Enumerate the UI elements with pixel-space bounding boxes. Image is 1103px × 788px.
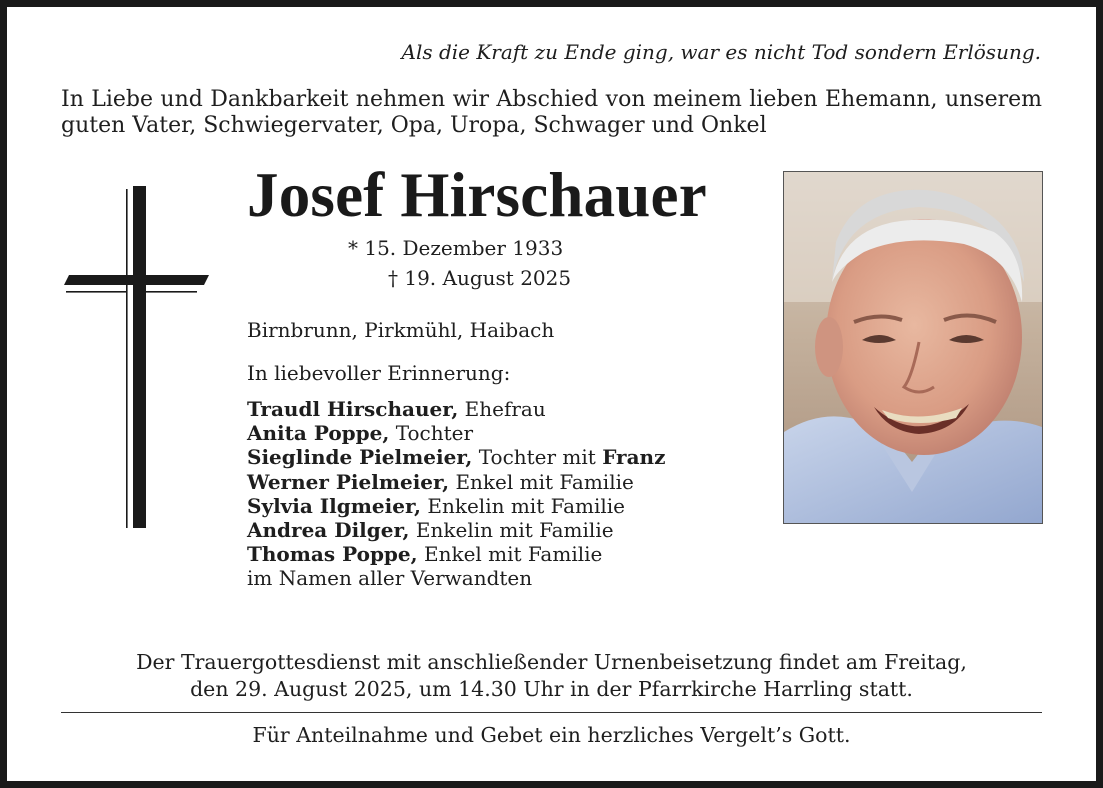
- mourners-list: [247, 397, 665, 591]
- mourner-row: [247, 470, 665, 494]
- mourner-relation: Ehefrau: [464, 397, 546, 421]
- motto-quote: Als die Kraft zu Ende ging, war es nicht Tod sondern Erlösung.: [401, 40, 1041, 64]
- mourner-row: [247, 518, 665, 542]
- mourner-relation: Tochter: [395, 421, 474, 446]
- mourner-relation: Enkelin mit Familie: [415, 518, 614, 543]
- mourner-name: Andrea Dilger,: [247, 518, 410, 543]
- mourner-name: Traudl Hirschauer,: [247, 397, 459, 421]
- mourner-relation: Enkelin mit Familie: [427, 493, 626, 518]
- home-places: Birnbrunn, Pirkmühl, Haibach: [247, 318, 555, 342]
- relatives-line: im Namen aller Verwandten: [247, 566, 533, 591]
- mourner-relation: Enkel mit Familie: [455, 469, 634, 494]
- mourner-row: [247, 421, 665, 445]
- service-line-1: Der Trauergottesdienst mit anschließender Urnenbeisetzung findet am Freitag,: [136, 650, 967, 674]
- funeral-service-info: [61, 649, 1042, 703]
- mourner-relation: Tochter mit: [478, 445, 596, 470]
- intro-text: In Liebe und Dankbarkeit nehmen wir Abschied von meinem lieben Ehemann, unserem guten Vater, Schwiegervater, Opa, Uropa, Schwager und Onkel: [61, 87, 1042, 138]
- divider: [61, 712, 1042, 713]
- memory-heading: In liebevoller Erinnerung:: [247, 361, 511, 385]
- portrait-photo: [783, 171, 1043, 524]
- death-date: † 19. August 2025: [388, 266, 572, 290]
- deceased-name: Josef Hirschauer: [247, 160, 707, 230]
- mourner-name: Werner Pielmeier,: [247, 469, 450, 494]
- birth-date: * 15. Dezember 1933: [348, 236, 564, 260]
- mourner-name: Sylvia Ilgmeier,: [247, 493, 421, 518]
- cross-icon: [59, 179, 214, 535]
- mourner-row: [247, 494, 665, 518]
- mourner-relation: Enkel mit Familie: [423, 542, 603, 567]
- mourner-row: [247, 542, 665, 566]
- mourner-row: [247, 445, 665, 469]
- service-line-2: den 29. August 2025, um 14.30 Uhr in der Pfarrkirche Harrling statt.: [190, 677, 913, 701]
- thanks-line: Für Anteilnahme und Gebet ein herzliches Vergelt’s Gott.: [252, 723, 851, 747]
- mourner-name: Sieglinde Pielmeier,: [247, 445, 473, 470]
- mourner-row: [247, 397, 665, 421]
- mourner-name: Thomas Poppe,: [247, 542, 418, 567]
- mourner-name: Anita Poppe,: [247, 421, 390, 446]
- mourner-partner: Franz: [602, 445, 666, 470]
